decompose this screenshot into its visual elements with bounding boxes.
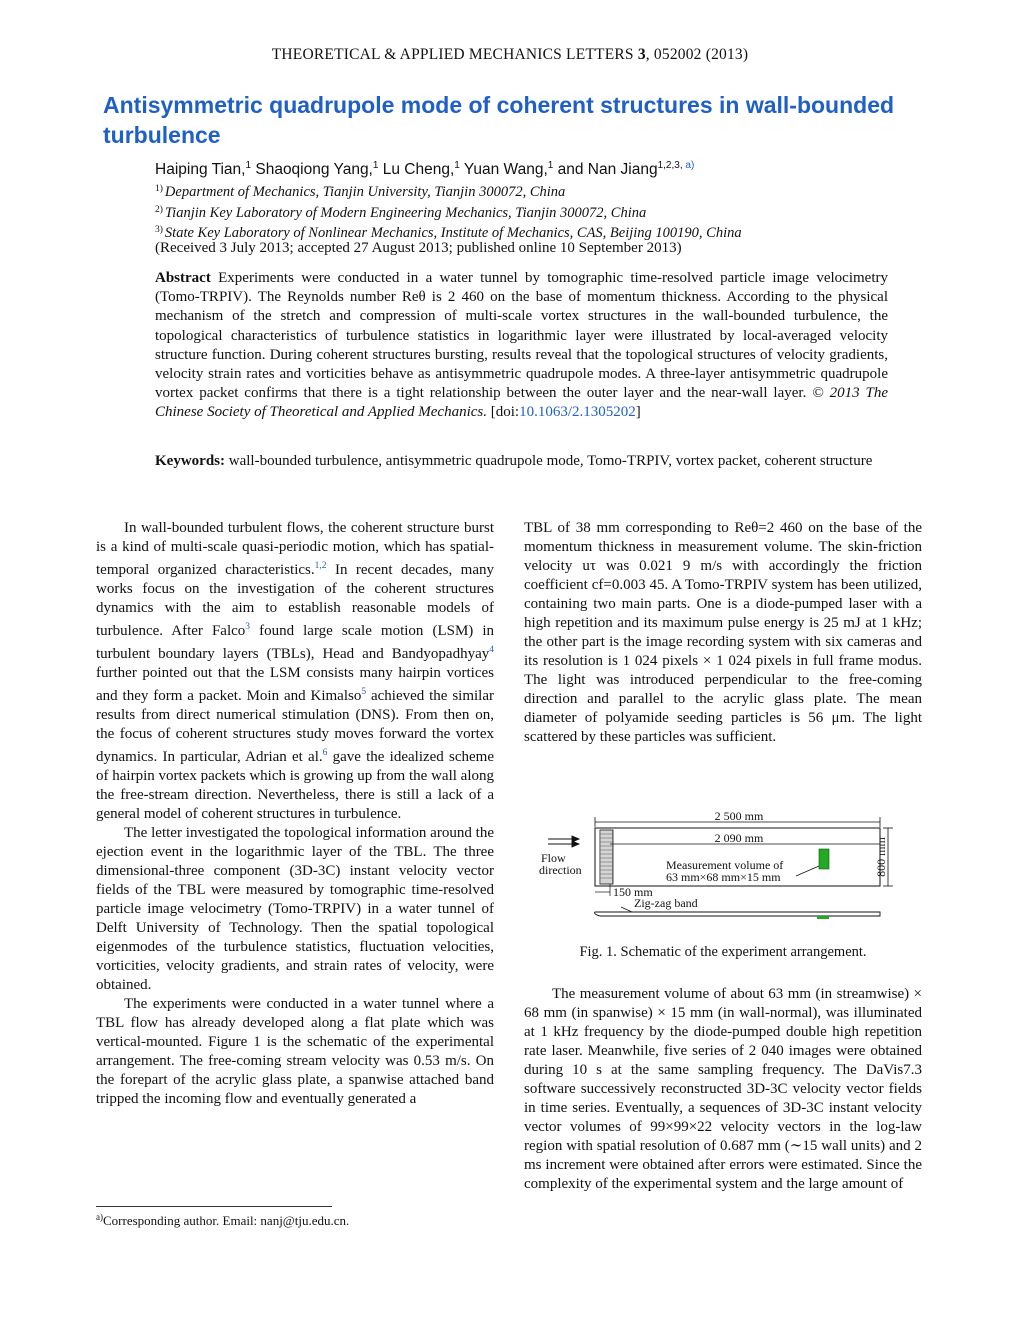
affiliation-item	[155, 181, 742, 202]
journal-header	[0, 46, 1020, 64]
author-name: Yuan Wang,	[463, 161, 548, 178]
citation-link[interactable]: 1,2	[314, 561, 327, 571]
author-name: and Nan Jiang	[557, 161, 658, 178]
abstract	[155, 269, 888, 423]
figure-1-schematic	[524, 806, 922, 928]
body-column-right-lower	[524, 985, 922, 1194]
journal-volume: 3	[637, 46, 646, 63]
footnote-text: Corresponding author. Email: nanj@tju.edu.cn.	[103, 1213, 350, 1228]
body-paragraph: The letter investigated the topological information around the ejection event in the logarithmic layer of the TBL. The three dimensional-three component (3D-3C) instant velocity vector fields of the TBL were measured by tomographic time-resolved particle image velocimetry (Tomo-TRPIV) in a water tunnel of Delft University of Technology. Then the spatial topological eigenmodes of the turbulence statistics, fluctuation velocities, vorticities, velocity gradients, and strain rates of velocity, were obtained.	[96, 825, 494, 993]
affiliation-text: Department of Mechanics, Tianjin University, Tianjin 300072, China	[164, 184, 566, 200]
measurement-volume-label-2: 63 mm×68 mm×15 mm	[666, 870, 781, 884]
abstract-label: Abstract	[155, 270, 211, 286]
flow-label-1: Flow	[541, 851, 566, 865]
paper-title: Antisymmetric quadrupole mode of coherent structures in wall-bounded turbulence	[103, 92, 895, 148]
acrylic-glass-plate	[595, 912, 880, 916]
doi-link[interactable]: 10.1063/2.1305202	[519, 404, 636, 421]
figure-caption: Fig. 1. Schematic of the experiment arrangement.	[579, 944, 867, 960]
copyright-notice: © 2013 The Chinese Society of Theoretical and Applied Mechanics.	[155, 385, 888, 421]
height-label: 800 mm	[874, 837, 888, 877]
corresponding-author-link[interactable]: a)	[685, 160, 695, 171]
body-paragraph: The experiments were conducted in a water tunnel where a TBL flow has already developed along a flat plate which was vertical-mounted. Figure 1 is the schematic of the experimental arrangement. The free-coming stream velocity was 0.53 m/s. On the forepart of the acrylic glass plate, a spanwise attached band tripped the incoming flow and eventually generated a	[96, 996, 494, 1107]
keywords	[155, 452, 888, 471]
citation-link[interactable]: 3	[245, 622, 251, 632]
author-affiliation-mark: 1	[245, 160, 252, 171]
affiliation-mark: 2)	[155, 204, 163, 215]
affiliation-mark: 1)	[155, 184, 163, 194]
measurement-volume-leader	[796, 866, 819, 876]
author-name: Haiping Tian,	[155, 161, 246, 178]
author-name: Lu Cheng,	[382, 161, 455, 178]
footnote	[96, 1212, 349, 1229]
inner-length-label: 2 090 mm	[714, 831, 764, 845]
plate-measurement-marker	[817, 916, 829, 919]
affiliation-text: Tianjin Key Laboratory of Modern Engineering Mechanics, Tianjin 300072, China	[164, 204, 647, 221]
author-name: Shaoqiong Yang,	[255, 161, 373, 178]
footnote-divider	[96, 1206, 332, 1207]
author-list	[155, 160, 694, 179]
measurement-volume-label-1: Measurement volume of	[666, 858, 784, 872]
affiliation-list	[155, 181, 742, 243]
offset-label: 150 mm	[613, 885, 653, 899]
keywords-label: Keywords:	[155, 453, 225, 469]
schematic-svg	[524, 806, 922, 928]
author-affiliation-mark: 1	[454, 160, 460, 171]
keywords-text: wall-bounded turbulence, antisymmetric quadrupole mode, Tomo-TRPIV, vortex packet, coherent structure	[225, 453, 873, 469]
doi-prefix: [doi:	[487, 404, 520, 421]
citation-link[interactable]: 5	[361, 687, 367, 697]
author-affiliation-mark: 1	[547, 160, 554, 171]
zigzag-leader	[621, 907, 632, 912]
citation-link[interactable]: 4	[489, 645, 494, 655]
body-paragraph: The measurement volume of about 63 mm (in streamwise) × 68 mm (in spanwise) × 15 mm (in wall-normal), was illuminated at 1 kHz frequency by the diode-pumped double high repetition rate laser. Meanwhile, five series of 2 040 images were obtained during 10 s at the same sampling frequency. The DaVis7.3 software successively reconstructed 3D-3C velocity vector fields in time series. Eventually, a sequences of 3D-3C instant velocity vector volumes of 99×99×22 velocity vectors in the log-law region with spatial resolution of 0.687 mm (∼15 wall units) and 2 ms increment were obtained after errors were estimated. Since the complexity of the experimental system and the large amount of	[524, 986, 922, 1192]
body-column-left	[96, 519, 494, 1109]
journal-name: THEORETICAL & APPLIED MECHANICS LETTERS	[271, 46, 634, 63]
abstract-text: Experiments were conducted in a water tunnel by tomographic time-resolved particle image velocimetry (Tomo-TRPIV). The Reynolds number Reθ is 2 460 on the base of momentum thickness. According to the physical mechanism of the stretch and compression of multi-scale vortex structures in the wall-bounded turbulence, the topological characteristics of turbulence statistics in logarithmic layer were illustrated by local-averaged velocity structure function. During coherent structures bursting, results reveal that the topological structures of velocity gradients, velocity strain rates and vorticities behave as antisymmetric quadrupole modes. A three-layer antisymmetric quadrupole vortex packet confirms that there is a tight relationship between the outer layer and the near-wall layer.	[155, 270, 888, 402]
flow-arrows	[548, 836, 579, 847]
author-affiliation-mark: 1,2,3,	[657, 160, 683, 171]
body-paragraph: In wall-bounded turbulent flows, the coherent structure burst is a kind of multi-scale quasi-periodic motion, which has spatial-temporal organized characteristics.$^{1,2}$ In recent decades, many works focus on the investigation of the coherent structures dynamics with the aim to establish reasonable models of turbulence. After Falco$^3$ found large scale motion (LSM) in turbulent boundary layers (TBLs), Head and Bandyopadhyay$^4$ further pointed out that the LSM consists many hairpin vortices and they form a packet. Moin and Kimalso$^5$ achieved the similar results from direct numerical stimulation (DNS). From then on, the focus of coherent structures study moves forward the vortex dynamics. In particular, Adrian et al.$^6$ gave the idealized scheme of hairpin vortex packets which is growing up from the wall along the free-stream direction. Nevertheless, there is still a lack of a general model of coherent structures in turbulence.	[96, 520, 494, 822]
affiliation-text: State Key Laboratory of Nonlinear Mechanics, Institute of Mechanics, CAS, Beijing 100190, China	[164, 225, 742, 241]
doi-suffix: ]	[635, 404, 641, 421]
flow-label-2: direction	[539, 863, 582, 877]
article-info: , 052002 (2013)	[645, 46, 749, 63]
zigzag-label: Zig-zag band	[634, 896, 698, 910]
affiliation-item	[155, 202, 742, 223]
footnote-mark: a)	[96, 1212, 103, 1222]
author-affiliation-mark: 1	[372, 160, 379, 171]
body-column-right	[524, 519, 922, 747]
body-paragraph: TBL of 38 mm corresponding to Reθ=2 460 on the base of the momentum thickness in measurement volume. The skin-friction velocity uτ was 0.021 9 m/s with accordingly the friction coefficient cf=0.003 45. A Tomo-TRPIV system has been utilized, containing two main parts. One is a diode-pumped laser with a high repetition and its maximum pulse energy is 25 mJ at 1 kHz; the other part is the image recording system with six cameras and its resolution is 1 024 pixels × 1 024 pixels in full frame modus. The light was introduced perpendicular to the free-coming direction and parallel to the acrylic glass plate. The mean diameter of polyamide seeding particles is 56 μm. The light scattered by these particles was sufficient.	[524, 520, 922, 745]
measurement-volume-marker	[819, 849, 829, 869]
total-length-label: 2 500 mm	[714, 809, 764, 823]
affiliation-mark: 3)	[155, 225, 163, 235]
inlet-mesh	[600, 830, 613, 884]
citation-link[interactable]: 6	[322, 748, 328, 758]
received-dates: (Received 3 July 2013; accepted 27 August 2013; published online 10 September 2013)	[155, 240, 682, 256]
